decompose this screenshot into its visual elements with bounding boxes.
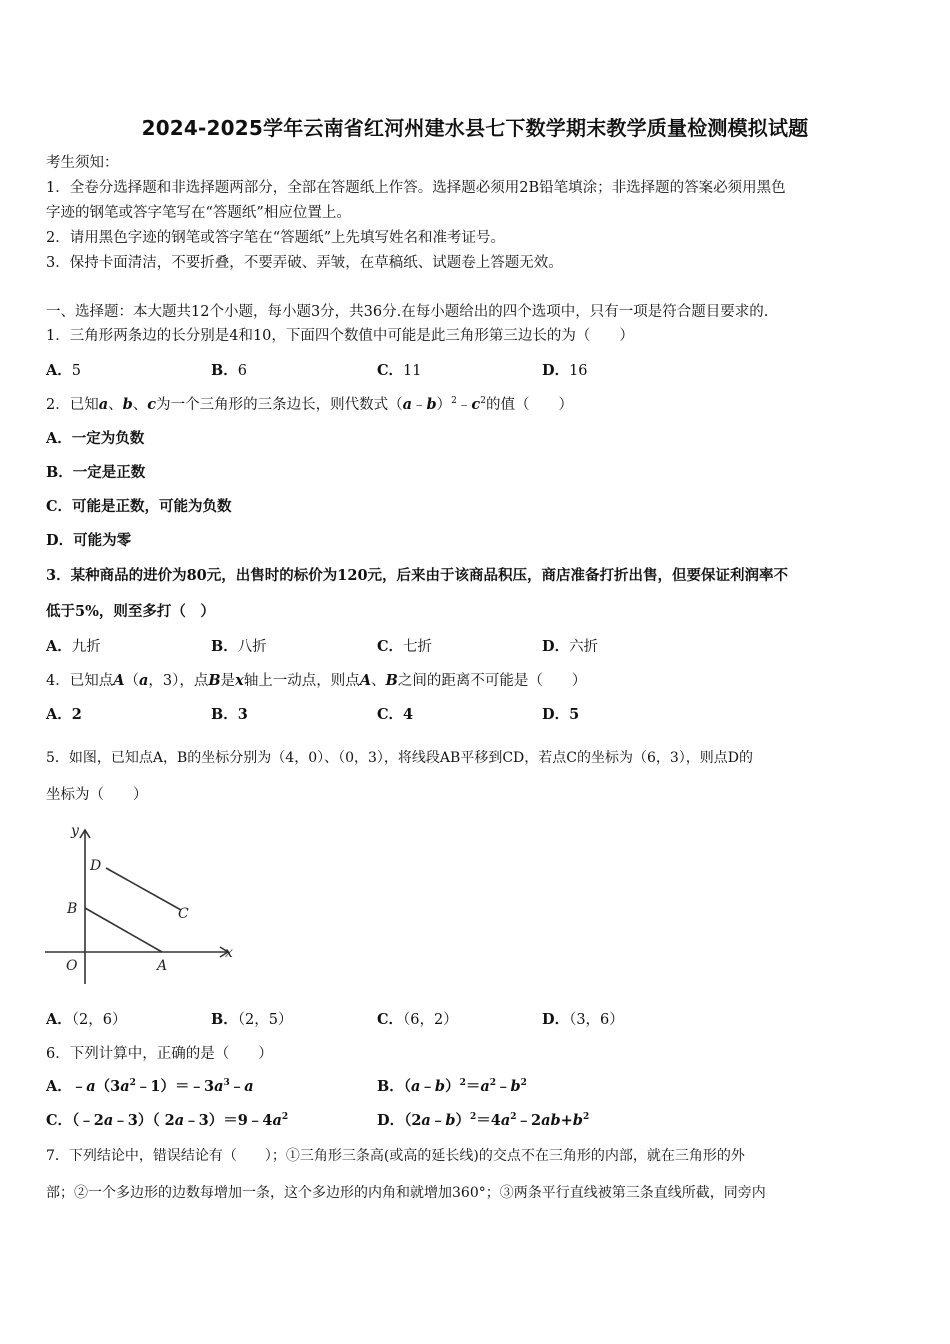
label-a: A	[157, 958, 168, 974]
q3-option-d: D．六折	[542, 638, 599, 655]
segment-ab	[85, 908, 162, 952]
label-x: x	[225, 945, 233, 961]
q5-option-a: A．（2，6）	[46, 1011, 127, 1028]
q3-option-c: C．七折	[377, 638, 433, 655]
q1-option-a: A．5	[46, 362, 81, 379]
q2-option-b: B．一定是正数	[46, 464, 146, 481]
q3-option-a: A．九折	[46, 638, 101, 655]
q7-stem-line2: 部；②一个多边形的边数每增加一条，这个多边形的内角和就增加360°；③两条平行直线被第三条直线所截，同旁内	[46, 1185, 766, 1201]
q5-option-b: B．（2，5）	[211, 1011, 293, 1028]
notice-item-3: 3．保持卡面清洁，不要折叠，不要弄破、弄皱，在草稿纸、试题卷上答题无效。	[46, 255, 563, 271]
coordinate-figure	[40, 818, 240, 988]
q6-stem: 6．下列计算中，正确的是（ ）	[46, 1046, 273, 1062]
q6-option-c: C．（﹣2a﹣3）（ $2a﹣3)=9﹣4a^2$	[46, 1112, 289, 1129]
q2-option-a: A．一定为负数	[46, 430, 145, 447]
label-y: y	[71, 823, 79, 839]
notice-heading: 考生须知：	[46, 155, 119, 171]
q4-option-c: C．4	[377, 706, 414, 723]
q3-stem-line2: 低于5%，则至多打（ ）	[46, 603, 215, 620]
section-heading: 一、选择题：本大题共12个小题，每小题3分，共36分.在每小题给出的四个选项中，只有一项是符合题目要求的.	[46, 304, 769, 320]
q2-option-d: D．可能为零	[46, 532, 132, 549]
q4-stem: 4．已知点A（a，3），点B是x轴上一动点，则点A、B之间的距离不可能是（ ）	[46, 672, 587, 689]
q2-stem: 2．已知a、b、c为一个三角形的三条边长，则代数式$(a﹣b)^2﹣c^2$的值（ ）	[46, 396, 573, 413]
notice-item-2: 2．请用黑色字迹的钢笔或答字笔在“答题纸”上先填写姓名和准考证号。	[46, 230, 506, 246]
q1-option-c: C．11	[377, 362, 422, 379]
label-d: D	[90, 858, 102, 874]
q4-option-b: B．3	[211, 706, 248, 723]
q3-option-b: B．八折	[211, 638, 267, 655]
q4-option-a: A．2	[46, 706, 82, 723]
q1-option-b: B．6	[211, 362, 247, 379]
q6-option-b: B．$(a﹣b)^2=a^2﹣b^2$	[377, 1078, 527, 1095]
q2-option-c: C．可能是正数，可能为负数	[46, 498, 232, 515]
page-title: 2024-2025学年云南省红河州建水县七下数学期末教学质量检测模拟试题	[141, 116, 809, 140]
q3-stem-line1: 3．某种商品的进价为80元，出售时的标价为120元，后来由于该商品积压，商店准备打折出售，但要保证利润率不	[46, 567, 789, 584]
label-c: C	[178, 906, 189, 922]
q1-option-d: D．16	[542, 362, 588, 379]
q4-option-d: D．5	[542, 706, 580, 723]
notice-item-1-cont: 字迹的钢笔或答字笔写在“答题纸”相应位置上。	[46, 205, 351, 221]
label-o: O	[66, 958, 78, 974]
q6-option-a: A．$﹣a(3a^2﹣1)=﹣3a^3﹣a$	[46, 1078, 254, 1095]
q7-stem-line1: 7．下列结论中，错误结论有（ ）；①三角形三条高(或高的延长线)的交点不在三角形的内部，就在三角形的外	[46, 1148, 745, 1164]
q5-option-c: C．（6，2）	[377, 1011, 458, 1028]
q1-stem: 1．三角形两条边的长分别是4和10，下面四个数值中可能是此三角形第三边长的为（ ）	[46, 328, 634, 344]
q5-stem-line1: 5．如图，已知点A，B的坐标分别为（4，0）、（0，3），将线段AB平移到CD，若点C的坐标为（6，3），则点D的	[46, 750, 754, 766]
q6-option-d: D．$(2a﹣b)^2=4a^2﹣2ab+b^2$	[377, 1112, 590, 1129]
notice-item-1: 1．全卷分选择题和非选择题两部分，全部在答题纸上作答。选择题必须用2B铅笔填涂；非选择题的答案必须用黑色	[46, 180, 786, 196]
segment-cd	[106, 868, 181, 910]
q5-stem-line2: 坐标为（ ）	[46, 787, 148, 803]
q5-option-d: D．（3，6）	[542, 1011, 624, 1028]
label-b: B	[67, 901, 78, 917]
